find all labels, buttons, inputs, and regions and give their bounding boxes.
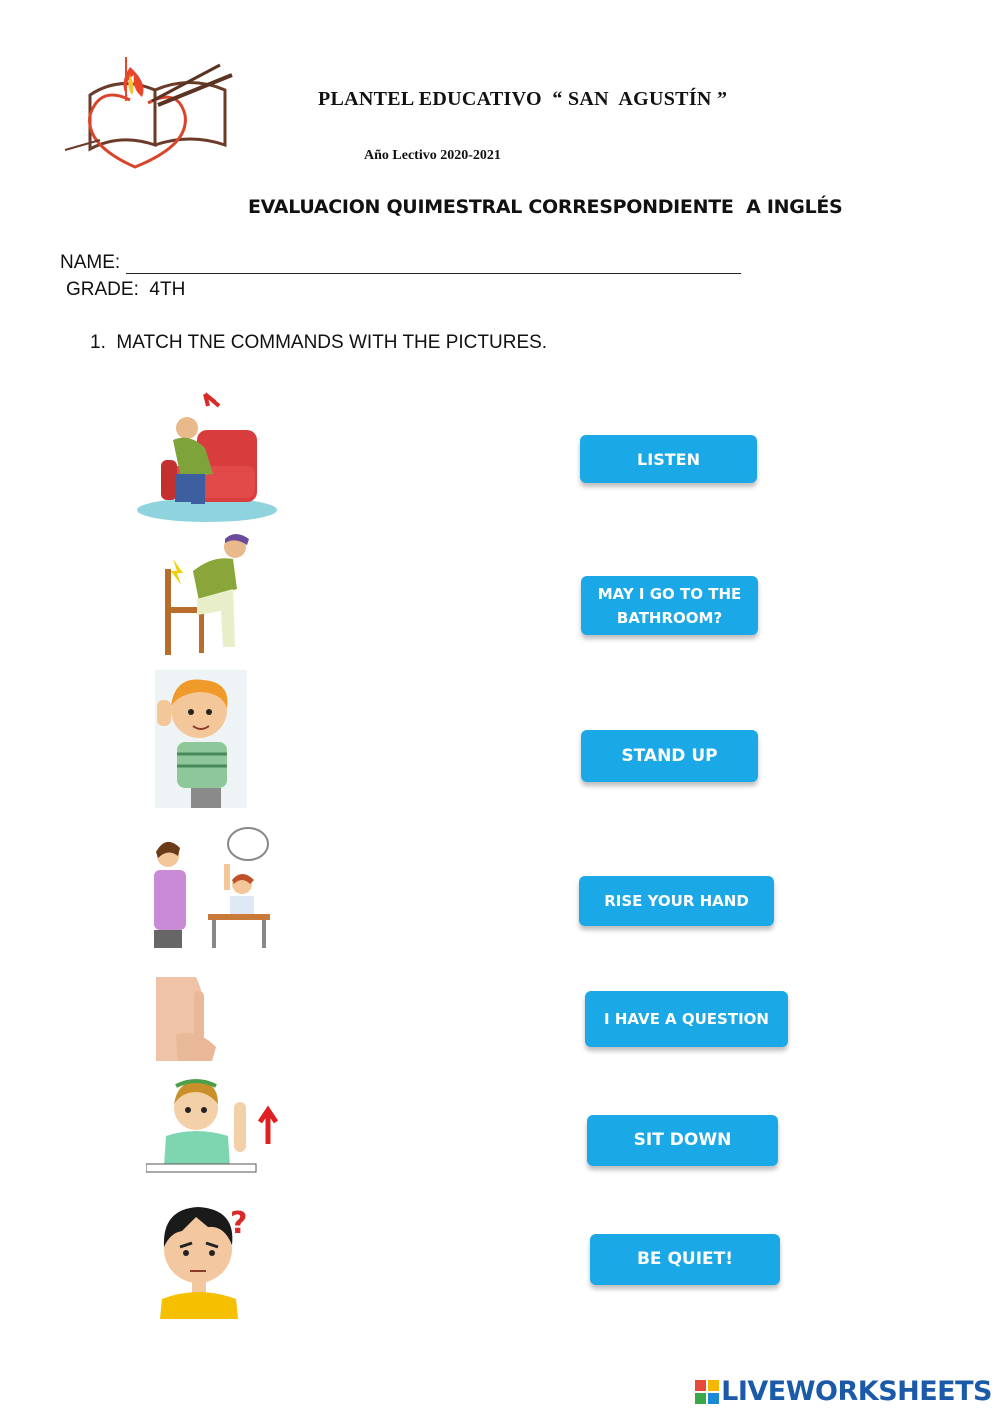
command-label: I HAVE A QUESTION xyxy=(604,1009,769,1028)
command-button-bathroom[interactable] xyxy=(581,576,758,635)
liveworksheets-footer[interactable] xyxy=(695,1376,992,1407)
command-label: RISE YOUR HAND xyxy=(604,891,749,910)
school-year: Año Lectivo 2020-2021 xyxy=(364,148,501,163)
command-label: SIT DOWN xyxy=(633,1130,732,1150)
command-label: MAY I GO TO THE BATHROOM? xyxy=(597,584,742,627)
stand-up-picture-icon xyxy=(135,388,277,523)
command-button-stand-up[interactable] xyxy=(581,730,758,782)
sit-down-picture-icon xyxy=(163,529,253,655)
name-input-line[interactable] xyxy=(126,253,741,274)
listen-picture-icon xyxy=(155,670,247,808)
exercise-instruction: 1. MATCH TNE COMMANDS WITH THE PICTURES. xyxy=(90,332,548,353)
command-button-rise-hand[interactable] xyxy=(579,876,774,926)
command-button-sit-down[interactable] xyxy=(587,1115,778,1166)
liveworksheets-logo-icon xyxy=(695,1380,719,1404)
raise-hand-picture-icon xyxy=(146,1074,278,1174)
command-button-question[interactable] xyxy=(585,991,788,1047)
page-title: EVALUACION QUIMESTRAL CORRESPONDIENTE A INGLÉS xyxy=(248,196,843,218)
school-name: PLANTEL EDUCATIVO “ SAN AGUSTÍN ” xyxy=(318,88,728,110)
command-label: LISTEN xyxy=(637,449,700,469)
svg-text:?: ? xyxy=(230,1206,248,1241)
be-quiet-picture-icon xyxy=(156,977,228,1061)
school-logo xyxy=(60,45,245,175)
command-button-be-quiet[interactable] xyxy=(590,1234,780,1285)
question-picture-icon xyxy=(152,1195,254,1319)
name-row xyxy=(60,252,741,274)
grade-text: GRADE: 4TH xyxy=(66,279,186,300)
command-label: STAND UP xyxy=(621,745,718,766)
command-button-listen[interactable] xyxy=(580,435,757,483)
bathroom-picture-icon xyxy=(150,826,272,948)
liveworksheets-brand: LIVEWORKSHEETS xyxy=(721,1376,992,1407)
command-label: BE QUIET! xyxy=(636,1249,734,1269)
name-label: NAME: xyxy=(60,252,121,273)
